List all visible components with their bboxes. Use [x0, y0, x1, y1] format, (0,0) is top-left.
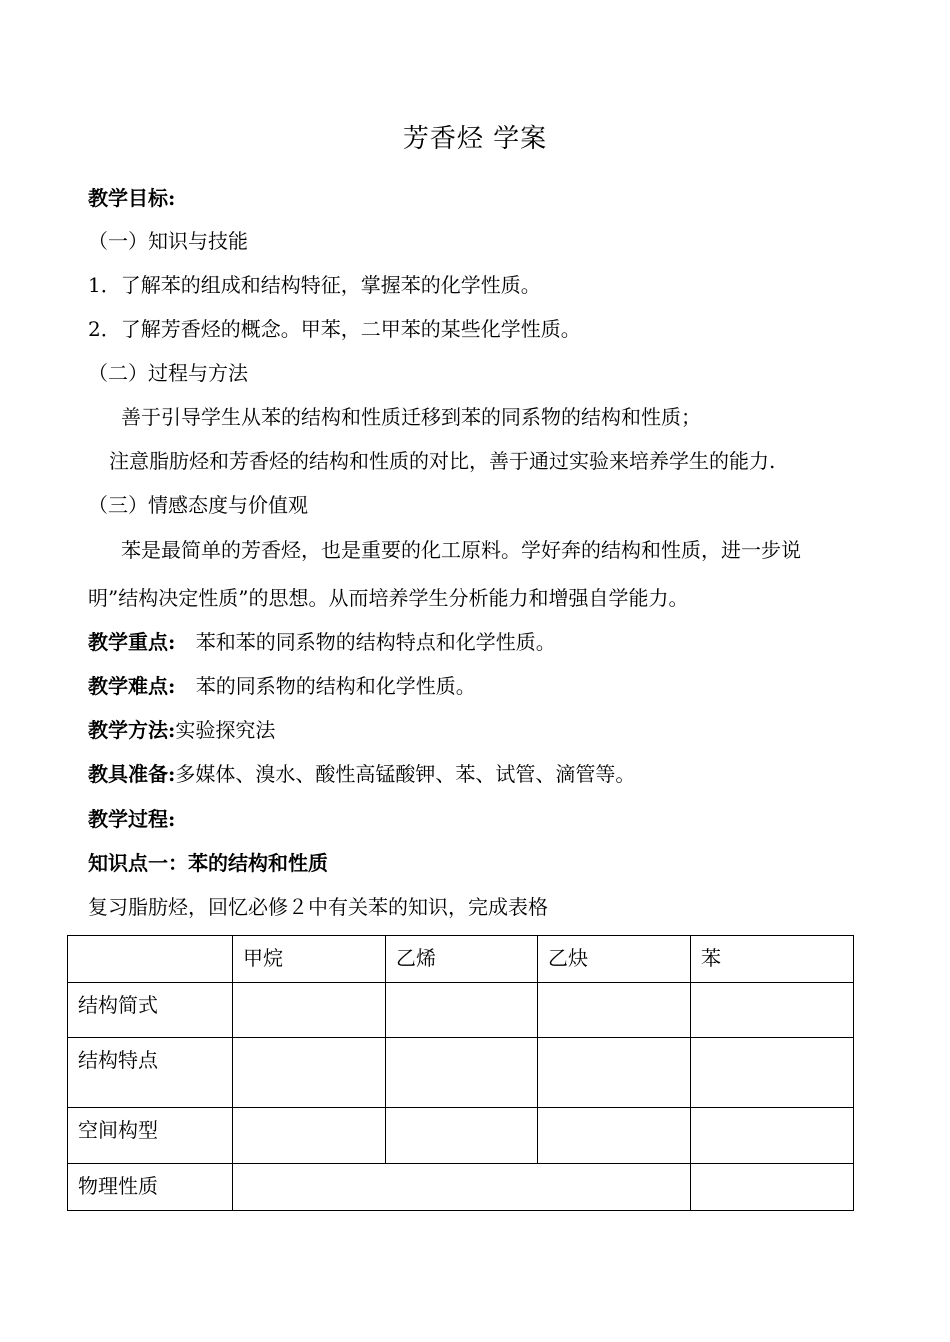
table-header-corner [68, 936, 233, 983]
table-row-label: 空间构型 [68, 1108, 233, 1164]
comparison-table [67, 935, 854, 1211]
difficulties-text: 苯的同系物的结构和化学性质。 [195, 674, 476, 698]
section2-line-1: 善于引导学生从苯的结构和性质迁移到苯的同系物的结构和性质； [121, 405, 701, 429]
key-points [88, 628, 556, 656]
objective-item-1: 1．了解苯的组成和结构特征，掌握苯的化学性质。 [88, 273, 541, 297]
section2-heading: （二）过程与方法 [88, 361, 248, 385]
section3-line-1: 苯是最简单的芳香烃，也是重要的化工原料。学好奔的结构和性质，进一步说 [121, 538, 801, 562]
table-row [68, 983, 854, 1038]
teaching-tools-label: 教具准备: [88, 762, 176, 786]
table-cell[interactable] [691, 1164, 854, 1211]
teaching-method-text: 实验探究法 [175, 718, 276, 742]
section1-heading: （一）知识与技能 [88, 229, 248, 253]
page-title: 芳香烃 学案 [402, 124, 548, 154]
table-cell[interactable] [691, 1108, 854, 1164]
table-cell[interactable] [386, 983, 538, 1038]
process-heading: 教学过程: [88, 807, 176, 831]
section3-line-2: 明”结构决定性质”的思想。从而培养学生分析能力和增强自学能力。 [88, 586, 689, 610]
section3-heading: （三）情感态度与价值观 [88, 493, 308, 517]
review-text: 复习脂肪烃，回忆必修２中有关苯的知识，完成表格 [88, 895, 548, 919]
table-row [68, 1164, 854, 1211]
teaching-method [88, 716, 275, 744]
teaching-method-label: 教学方法: [88, 718, 176, 742]
table-row-label: 结构特点 [68, 1038, 233, 1108]
table-cell[interactable] [386, 1038, 538, 1108]
table-header-cell: 甲烷 [233, 936, 386, 983]
table-header-cell: 苯 [691, 936, 854, 983]
key-points-label: 教学重点: [88, 630, 176, 654]
table-header-row [68, 936, 854, 983]
section2-line-2: 注意脂肪烃和芳香烃的结构和性质的对比，善于通过实验来培养学生的能力. [109, 449, 776, 473]
table-row-label: 物理性质 [68, 1164, 233, 1211]
key-points-text: 苯和苯的同系物的结构特点和化学性质。 [195, 630, 556, 654]
table-header-cell: 乙炔 [538, 936, 691, 983]
table-cell[interactable] [233, 983, 386, 1038]
table-cell[interactable] [386, 1108, 538, 1164]
difficulties [88, 672, 476, 700]
table-row-label: 结构简式 [68, 983, 233, 1038]
table-cell[interactable] [538, 1108, 691, 1164]
table-cell[interactable] [691, 983, 854, 1038]
teaching-tools-text: 多媒体、溴水、酸性高锰酸钾、苯、试管、滴管等。 [175, 762, 636, 786]
objective-item-2: 2．了解芳香烃的概念。甲苯，二甲苯的某些化学性质。 [88, 317, 581, 341]
knowledge-point-1: 知识点一：苯的结构和性质 [88, 851, 328, 875]
table-cell[interactable] [538, 983, 691, 1038]
table-cell[interactable] [538, 1038, 691, 1108]
table-header-cell: 乙烯 [386, 936, 538, 983]
table-cell[interactable] [233, 1038, 386, 1108]
table-cell[interactable] [233, 1108, 386, 1164]
table-row [68, 1108, 854, 1164]
table-row [68, 1038, 854, 1108]
teaching-tools [88, 760, 635, 788]
table-cell[interactable] [691, 1038, 854, 1108]
objectives-heading: 教学目标: [88, 186, 176, 210]
difficulties-label: 教学难点: [88, 674, 176, 698]
table-cell-merged[interactable] [233, 1164, 691, 1211]
